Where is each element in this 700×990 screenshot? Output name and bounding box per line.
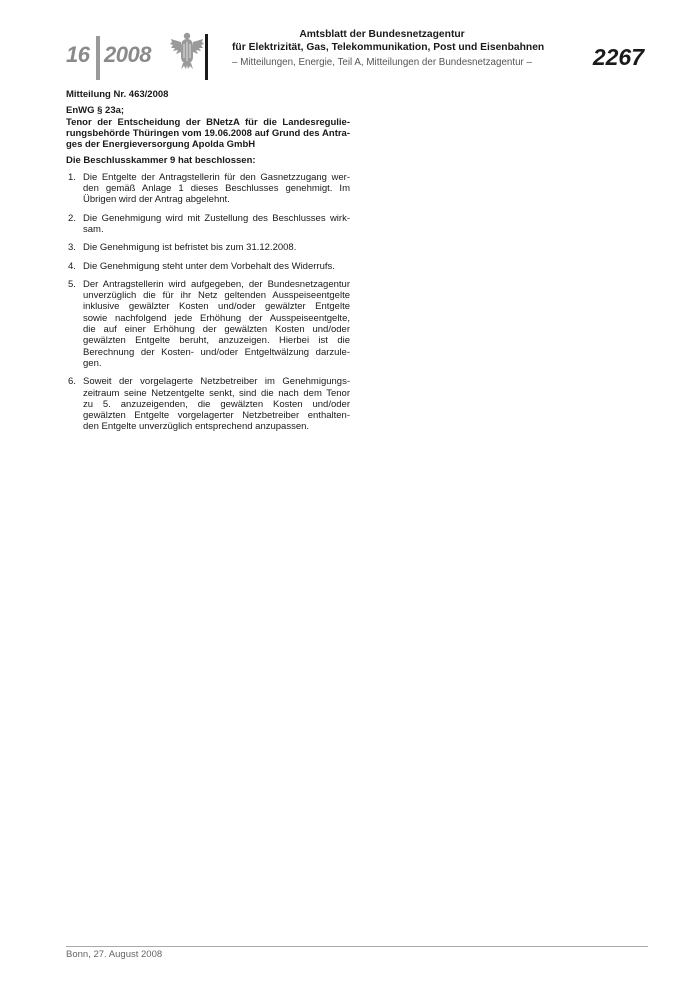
decision-item	[66, 376, 350, 432]
page-number: 2267	[592, 44, 644, 70]
heading-line: rungsbehörde Thüringen vom 19.06.2008 auf Grund des Antra-	[66, 127, 350, 139]
decision-item	[66, 172, 350, 206]
heading-line: EnWG § 23a;	[66, 105, 125, 117]
masthead-title-line2: für Elektrizität, Gas, Telekommunikation, Post und Eisenbahnen	[232, 41, 545, 53]
item-number: 3.	[68, 242, 76, 254]
decision-item	[66, 242, 350, 253]
notice-heading	[66, 105, 350, 150]
heading-line: ges der Energieversorgung Apolda GmbH	[66, 139, 256, 151]
item-line: sam.	[83, 223, 104, 235]
item-line: Berechnung der Kosten- und/oder Entgeltwälzung darzule-	[83, 346, 350, 358]
decision-item	[66, 261, 350, 272]
federal-eagle-icon	[170, 30, 204, 70]
masthead	[232, 29, 545, 70]
item-line: sowie nachfolgend jede Erhöhung der Ausspeiseentgelte,	[83, 312, 350, 324]
item-line: gewälzten Entgelte vorgelagerter Netzbetreiber enthalten-	[83, 410, 350, 422]
item-number: 5.	[68, 278, 76, 290]
decision-item	[66, 279, 350, 369]
issue-year: 2008	[104, 42, 151, 67]
footer-date: Bonn, 27. August 2008	[66, 949, 163, 960]
item-line: die auf einer Erhöhung der gewälzten Kosten und/oder	[83, 324, 350, 336]
item-line: Die Genehmigung steht unter dem Vorbehalt des Widerrufs.	[83, 260, 335, 272]
issue-number: 16	[66, 42, 90, 67]
heading-line: Tenor der Entscheidung der BNetzA für die Landesregulie-	[66, 116, 350, 128]
item-line: zeitraum seine Netzentgelte senkt, sind die nach dem Tenor	[83, 387, 350, 399]
item-line: Die Genehmigung ist befristet bis zum 31.12.2008.	[83, 242, 297, 254]
item-line: Übrigen wird der Antrag abgelehnt.	[83, 194, 230, 206]
masthead-title-line1: Amtsblatt der Bundesnetzagentur	[299, 29, 465, 40]
footer-divider	[66, 946, 648, 947]
notice-number: Mitteilung Nr. 463/2008	[66, 89, 169, 100]
item-line: Die Entgelte der Antragstellerin für den Gasnetzzugang wer-	[83, 171, 350, 183]
item-line: den gemäß Anlage 1 dieses Beschlusses genehmigt. Im	[83, 183, 350, 195]
item-line: inklusive gewälzter Kosten und/oder gewälzter Entgelte	[83, 301, 350, 313]
item-number: 1.	[68, 171, 76, 183]
item-line: Der Antragstellerin wird aufgegeben, der Bundesnetzagentur	[83, 278, 350, 290]
decision-list	[66, 172, 350, 433]
masthead-subtitle: – Mitteilungen, Energie, Teil A, Mitteilungen der Bundesnetzagentur –	[232, 57, 532, 68]
item-number: 2.	[68, 212, 76, 224]
item-line: Soweit der vorgelagerte Netzbetreiber im Genehmigungs-	[83, 376, 350, 388]
decision-item	[66, 213, 350, 236]
item-line: gen.	[83, 357, 102, 369]
decision-intro: Die Beschlusskammer 9 hat beschlossen:	[66, 155, 256, 167]
item-line: unverzüglich die für ihr Netz geltenden Ausspeiseentgelte	[83, 290, 350, 302]
notice-column	[66, 89, 350, 440]
item-number: 4.	[68, 260, 76, 272]
logo-divider	[205, 34, 208, 80]
item-line: zu 5. anzuzeigenden, die gewälzten Kosten und/oder	[83, 398, 350, 410]
item-line: Die Genehmigung wird mit Zustellung des Beschlusses wirk-	[83, 212, 350, 224]
item-line: den Entgelte unverzüglich entsprechend anzupassen.	[83, 421, 310, 433]
issue-divider	[96, 36, 100, 80]
item-number: 6.	[68, 376, 76, 388]
item-line: gewälzten Entgelte beruht, anzuzeigen. Hierbei ist die	[83, 335, 350, 347]
